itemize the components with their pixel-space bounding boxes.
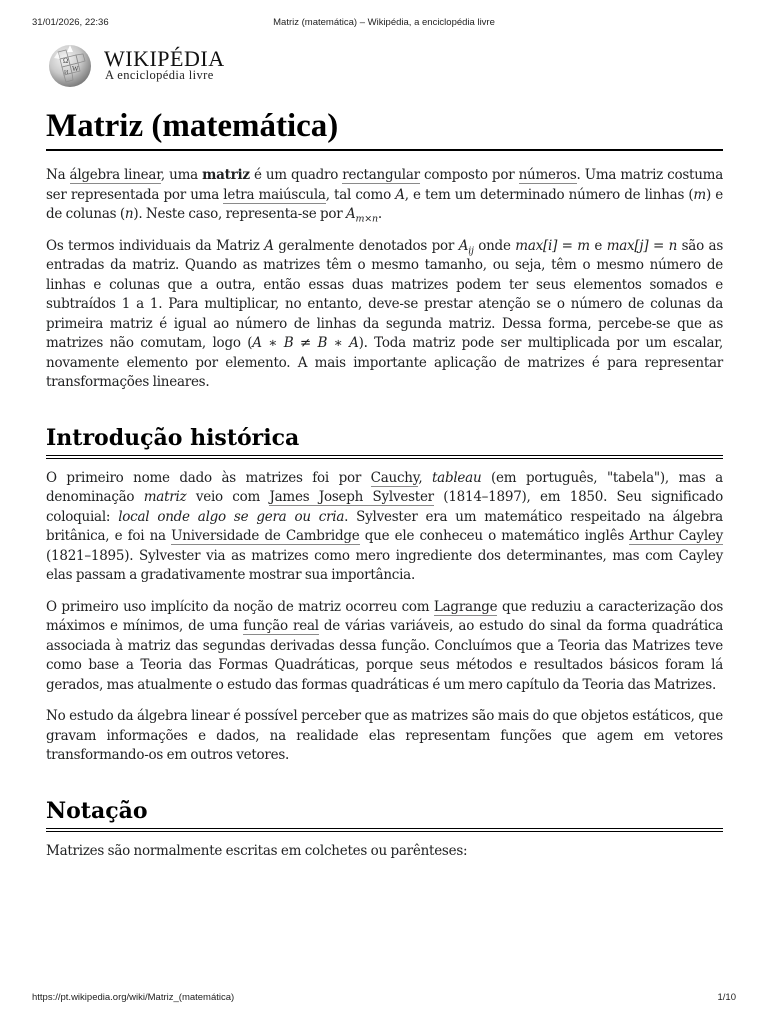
historia-paragraph-3: No estudo da álgebra linear é possível perceber que as matrizes são mais do que objetos estáticos, que gravam informações e dados, na realidade elas representam funções que agem em vetores transformando-os em outros vetores. [46, 708, 723, 763]
text-run: , tal como [325, 186, 396, 203]
svg-text:W: W [72, 65, 79, 73]
text-run: , e tem um determinado número de linhas ( [404, 186, 694, 203]
text-run: são as entradas da matriz. Quando as matrizes têm o mesmo tamanho, ou seja, têm o mesmo número de linhas e colunas que a outra, então essas duas matrizes podem ter seus elementos somados e subtraídos 1 a 1. Para multiplicar, no entanto, deve-se prestar atenção se o número de colunas da primeira matriz é igual ao número de linhas da segunda matriz. Dessa forma, percebe-se que as matrizes não comutam, logo ( [46, 237, 723, 351]
text-run: é um quadro [249, 167, 343, 183]
text-run: onde [473, 237, 516, 254]
italic-matriz: matriz [143, 489, 187, 505]
math-base: A [458, 237, 469, 254]
link-arthur-cayley[interactable]: Arthur Cayley [629, 528, 723, 544]
text-run: ). Neste caso, representa-se por [133, 206, 346, 222]
article-content [46, 104, 723, 873]
print-header [32, 17, 736, 31]
link-funcao-real[interactable]: função real [243, 618, 319, 634]
math-A: A [395, 186, 405, 203]
math-base: A [346, 206, 356, 222]
math-A-mxn [346, 206, 378, 225]
math-non-commutative: A ∗ B ≠ B ∗ A [252, 335, 359, 351]
link-rectangular[interactable]: rectangular [342, 167, 420, 183]
page-title: Matriz (matemática) [46, 104, 723, 151]
text-run: , uma [160, 167, 203, 183]
svg-text:Ω: Ω [63, 57, 69, 65]
wikipedia-wordmark: WIKIPÉDIA [104, 46, 225, 71]
wikipedia-globe-icon [46, 44, 94, 88]
math-subscript: ij [468, 245, 474, 257]
historia-paragraph-2 [46, 598, 723, 696]
page-indicator: 1/10 [717, 992, 736, 1003]
math-subscript: m×n [355, 213, 378, 225]
text-run: Os termos individuais da Matriz [46, 237, 265, 254]
link-numeros[interactable]: números [518, 167, 577, 183]
text-run: . Uma matriz costuma ser representada por uma [46, 167, 724, 203]
bold-term-matriz: matriz [202, 167, 250, 183]
math-max-i: max[i] = m [515, 237, 590, 254]
text-run: Na [46, 167, 70, 183]
text-run: geralmente denotados por [273, 237, 459, 254]
text-run: (1821–1895). Sylvester via as matrizes como mero ingrediente dos determinantes, mas com Cayley elas passam a gradativamente mostrar sua importância. [46, 547, 723, 583]
text-run: que ele conheceu o matemático inglês [359, 528, 630, 544]
text-run: que reduziu a caracterização dos máximos e mínimos, de uma [46, 598, 723, 634]
text-run: veio com [186, 489, 270, 505]
math-A: A [264, 237, 274, 254]
link-lagrange[interactable]: Lagrange [433, 598, 498, 615]
print-page-title: Matriz (matemática) – Wikipédia, a enciclopédia livre [273, 17, 495, 28]
italic-tableau: tableau [432, 469, 482, 486]
text-run: (em português, "tabela"), mas a denominação [46, 469, 723, 505]
notacao-paragraph-1: Matrizes são normalmente escritas em colchetes ou parênteses: [46, 842, 468, 859]
italic-significado: local onde algo se gera ou cria [118, 508, 345, 525]
text-run: , [418, 469, 432, 486]
text-run: O primeiro uso implícito da noção de matriz ocorreu com [46, 598, 434, 615]
math-n: n [124, 206, 134, 222]
text-run: e [589, 237, 607, 254]
link-algebra-linear[interactable]: álgebra linear [69, 167, 161, 183]
text-run: (1814–1897), em 1850. Seu significado coloquial: [46, 489, 723, 525]
math-m: m [693, 186, 706, 203]
text-run: O primeiro nome dado às matrizes foi por [46, 469, 371, 486]
print-url[interactable]: https://pt.wikipedia.org/wiki/Matriz_(matemática) [32, 992, 235, 1003]
intro-paragraph-2 [46, 237, 723, 393]
math-A-ij [458, 237, 474, 257]
math-max-j: max[j] = n [606, 237, 678, 254]
wikipedia-tagline: A enciclopédia livre [105, 68, 214, 82]
print-footer [32, 992, 736, 1006]
text-run: ) e de colunas ( [46, 186, 723, 222]
section-heading-historia: Introdução histórica [46, 423, 723, 459]
text-run: de várias variáveis, ao estudo do sinal da forma quadrática associada à matriz das segundas derivadas dessa função. Concluímos que a Teoria das Matrizes teve como base a Teoria das Formas Quadráticas, porque seus métodos e resultados básicos foram lá gerados, mas atualmente o estudo das formas quadráticas é um mero capítulo da Teoria das Matrizes. [46, 618, 723, 693]
text-run: . Sylvester era um matemático respeitado na álgebra britânica, e foi na [46, 508, 723, 544]
link-universidade-de-cambridge[interactable]: Universidade de Cambridge [171, 528, 360, 544]
text-run: ). Toda matriz pode ser multiplicada por um escalar, novamente elemento por elemento. A mais importante aplicação de matrizes é para representar transformações lineares. [46, 335, 723, 390]
link-james-joseph-sylvester[interactable]: James Joseph Sylvester [269, 489, 434, 505]
text-run: composto por [419, 167, 519, 183]
text-run: . [377, 206, 382, 222]
historia-paragraph-1 [46, 469, 723, 586]
link-letra-maiuscula[interactable]: letra maiúscula [223, 186, 326, 203]
link-cauchy[interactable]: Cauchy [370, 469, 419, 486]
intro-paragraph-1 [46, 166, 723, 225]
section-heading-notacao: Notação [46, 796, 723, 832]
svg-text:И: И [64, 70, 69, 76]
print-datetime: 31/01/2026, 22:36 [32, 17, 109, 28]
